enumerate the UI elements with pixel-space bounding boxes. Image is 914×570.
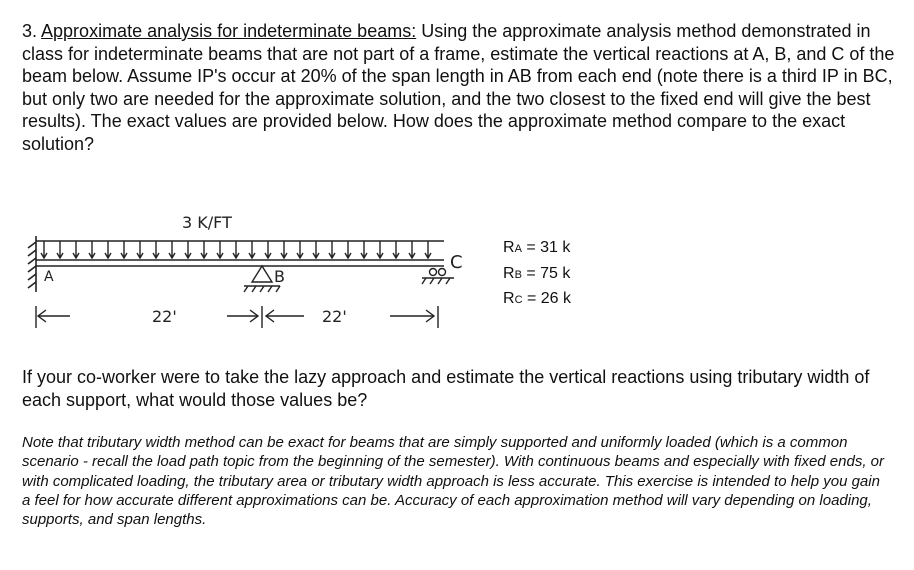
load-arrows — [41, 241, 431, 258]
reaction-subscript: B — [514, 268, 522, 281]
load-arrow — [297, 241, 303, 258]
load-arrow — [73, 241, 79, 258]
load-arrow — [153, 241, 159, 258]
support-c-label: C — [450, 252, 463, 273]
reaction-letter: R — [503, 264, 515, 282]
span-ab-label: 22' — [152, 307, 177, 326]
reaction-subscript: C — [514, 294, 523, 306]
load-arrow — [89, 241, 95, 258]
load-arrow — [329, 241, 335, 258]
reaction-letter: R — [503, 239, 515, 256]
support-a-label: A — [44, 269, 54, 285]
reaction-a — [503, 236, 571, 262]
problem-body: Using the approximate analysis method demonstrated in class for indeterminate beams that are not part of a frame, estimate the vertical reactions at A, B, and C of the beam below. Assume IP's occur at 20% of the span length in AB from each end (note there is a third IP in BC, but only two are needed for the approximate solution, and the two closest to the fixed end will give the best results). The exact values are provided below. How does the approximate method compare to the exact solution? — [22, 21, 895, 154]
follow-up-question: If your co-worker were to take the lazy approach and estimate the vertical reactions using tributary width of each support, what would those values be? — [22, 367, 870, 410]
reaction-c — [503, 287, 571, 313]
load-arrow — [281, 241, 287, 258]
reaction-value: 75 k — [540, 264, 571, 282]
equals-sign: = — [526, 290, 537, 307]
beam — [36, 260, 444, 266]
load-arrow — [185, 241, 191, 258]
load-arrow — [57, 241, 63, 258]
span-bc-label: 22' — [322, 307, 347, 326]
load-arrow — [313, 241, 319, 258]
exact-reactions — [503, 236, 571, 313]
load-arrow — [377, 241, 383, 258]
equals-sign: = — [526, 264, 536, 282]
load-arrow — [217, 241, 223, 258]
problem-number: 3. — [22, 21, 38, 41]
reaction-value: 26 k — [540, 290, 572, 307]
reaction-b — [503, 262, 571, 288]
load-arrow — [393, 241, 399, 258]
equals-sign: = — [526, 239, 536, 256]
load-arrow — [249, 241, 255, 258]
reaction-value: 31 k — [540, 239, 571, 256]
load-arrow — [345, 241, 351, 258]
load-arrow — [169, 241, 175, 258]
note-paragraph: Note that tributary width method can be exact for beams that are simply supported and uniformly loaded (which is a common scenario - recall the load path topic from the beginning of the semester). With continuous beams and especially with fixed ends, or with complicated loading, the tributary area or tributary width approach is less accurate. This exercise is intended to help you gain a feel for how accurate different approximations can be. Accuracy of each approximation method will vary depending on loading, supports, and span lengths. — [22, 434, 884, 529]
load-arrow — [41, 241, 47, 258]
problem-title: Approximate analysis for indeterminate beams: — [41, 21, 417, 41]
beam-sketch — [22, 206, 472, 346]
load-arrow — [233, 241, 239, 258]
support-b-label: B — [274, 267, 285, 286]
reaction-letter: R — [503, 290, 515, 307]
beam-figure — [22, 206, 472, 346]
dimension-line — [36, 306, 438, 328]
load-arrow — [201, 241, 207, 258]
load-arrow — [409, 241, 415, 258]
fixed-support-a — [28, 236, 36, 292]
load-arrow — [121, 241, 127, 258]
load-arrow — [105, 241, 111, 258]
load-arrow — [425, 241, 431, 258]
problem-statement — [22, 20, 897, 155]
load-arrow — [361, 241, 367, 258]
load-label: 3 K/FT — [182, 213, 232, 232]
load-arrow — [265, 241, 271, 258]
reaction-subscript: A — [514, 243, 522, 255]
load-arrow — [137, 241, 143, 258]
